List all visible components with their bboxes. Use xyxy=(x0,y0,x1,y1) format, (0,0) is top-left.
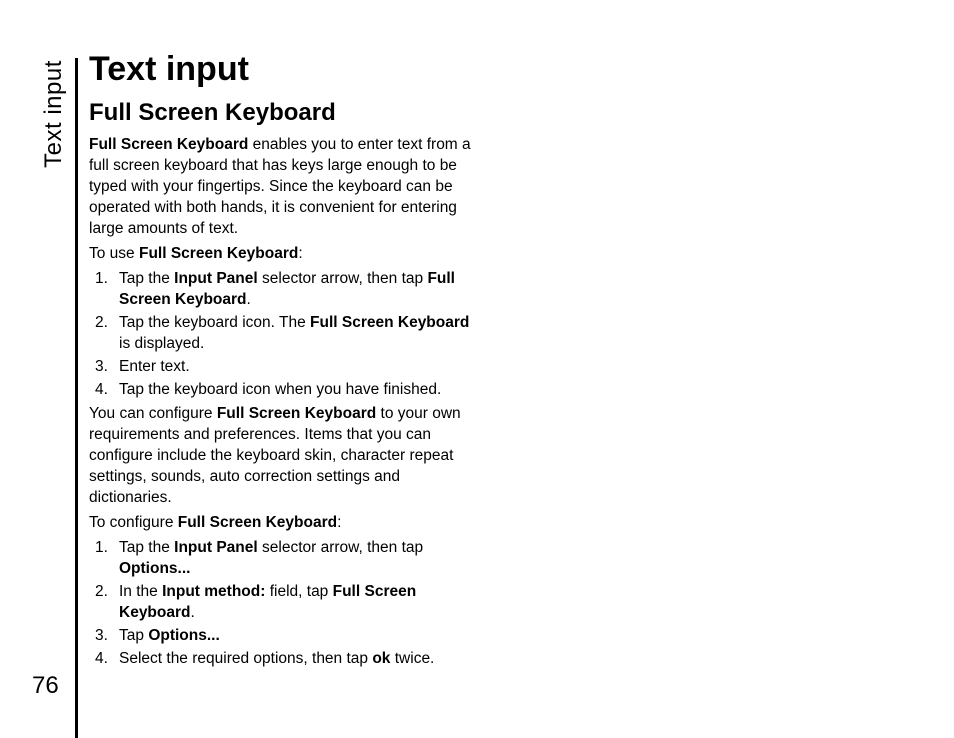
use-step-1 xyxy=(89,268,474,310)
step-number: 4. xyxy=(95,381,108,398)
step-bold: Full Screen Keyboard xyxy=(310,314,470,331)
step-number: 1. xyxy=(95,539,108,556)
step-number: 1. xyxy=(95,270,108,287)
use-step-3 xyxy=(89,356,474,377)
to-configure-text: To configure xyxy=(89,514,178,531)
step-number: 3. xyxy=(95,627,108,644)
side-rule xyxy=(75,58,78,738)
configure-steps-list xyxy=(89,537,474,669)
step-number: 2. xyxy=(95,314,108,331)
step-text: In the xyxy=(119,583,163,600)
step-bold: Full Screen Keyboard xyxy=(119,270,455,308)
to-configure-bold: Full Screen Keyboard xyxy=(177,514,338,531)
step-bold: Options... xyxy=(119,560,191,577)
use-step-2 xyxy=(89,312,474,354)
config-step-1 xyxy=(89,537,474,579)
step-text: Tap the xyxy=(119,539,175,556)
intro-text: enables you to enter text from a full screen keyboard that has keys large enough to be typed with your fingertips. Since the keyboard can be operated with both hands, it is convenient for entering large amounts of text. xyxy=(89,136,471,237)
intro-paragraph xyxy=(89,134,474,239)
step-text: Tap the xyxy=(119,270,175,287)
step-text: is displayed. xyxy=(119,335,205,352)
step-text: selector arrow, then tap xyxy=(257,539,424,556)
page-content xyxy=(89,50,474,672)
step-text: . xyxy=(246,291,251,308)
step-text: . xyxy=(190,604,195,621)
step-bold: ok xyxy=(372,650,391,667)
step-text: Tap xyxy=(119,627,149,644)
to-configure-line xyxy=(89,512,474,533)
step-bold: Input method: xyxy=(162,583,266,600)
step-text: Enter text. xyxy=(119,358,190,375)
step-number: 3. xyxy=(95,358,108,375)
step-bold: Options... xyxy=(148,627,220,644)
section-heading: Full Screen Keyboard xyxy=(89,99,336,126)
page-number: 76 xyxy=(32,672,59,699)
to-use-bold: Full Screen Keyboard xyxy=(138,245,299,262)
to-use-colon: : xyxy=(298,245,303,262)
step-number: 4. xyxy=(95,650,108,667)
to-use-text: To use xyxy=(89,245,139,262)
step-text: Tap the keyboard icon when you have finished. xyxy=(119,381,442,398)
config-step-4 xyxy=(89,648,474,669)
side-tab-label xyxy=(37,60,71,168)
to-configure-colon: : xyxy=(337,514,342,531)
config-step-2 xyxy=(89,581,474,623)
step-text: twice. xyxy=(390,650,435,667)
side-tab-label-text: Text input xyxy=(40,60,67,168)
configure-text: You can configure xyxy=(89,405,217,422)
step-text: Select the required options, then tap xyxy=(119,650,373,667)
step-text: field, tap xyxy=(265,583,333,600)
use-step-4 xyxy=(89,379,474,400)
page-title: Text input xyxy=(89,50,249,88)
step-bold: Input Panel xyxy=(174,539,258,556)
config-step-3 xyxy=(89,625,474,646)
configure-paragraph xyxy=(89,403,474,508)
step-text: selector arrow, then tap xyxy=(257,270,428,287)
step-bold: Full Screen Keyboard xyxy=(119,583,417,621)
step-number: 2. xyxy=(95,583,108,600)
to-use-line xyxy=(89,243,474,264)
use-steps-list xyxy=(89,268,474,400)
configure-bold: Full Screen Keyboard xyxy=(216,405,377,422)
step-bold: Input Panel xyxy=(174,270,258,287)
step-text: Tap the keyboard icon. The xyxy=(119,314,311,331)
configure-text: to your own requirements and preferences. Items that you can configure include the keyboard skin, character repeat settings, sounds, auto correction settings and dictionaries. xyxy=(89,405,461,506)
intro-bold-term: Full Screen Keyboard xyxy=(89,136,249,153)
